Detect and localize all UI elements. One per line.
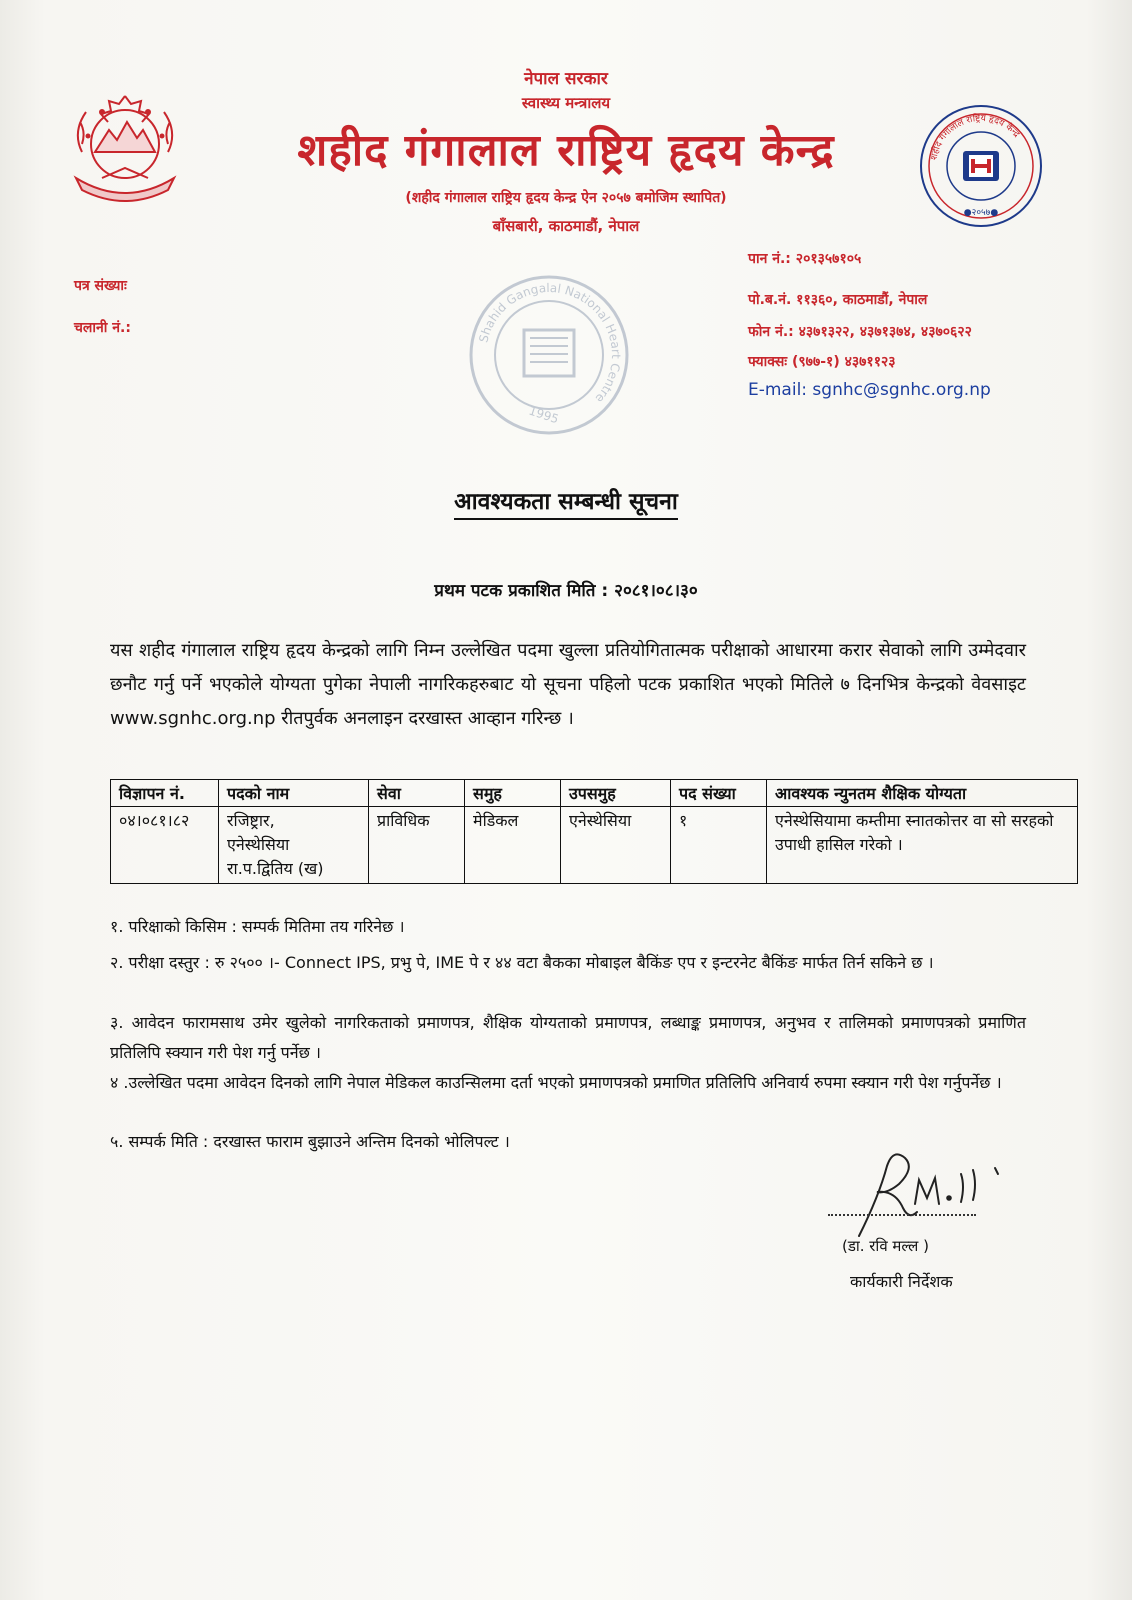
table-header-row [111, 780, 1078, 807]
stamp-text: Shahid Gangalal National Heart Centre [476, 280, 624, 406]
logo-text: शहीद गंगालाल राष्ट्रिय हृदय केन्द्र [929, 113, 1022, 161]
phone-numbers: फोन नं.: ४३७१३२२, ४३७१३७४, ४३७०६२२ [748, 324, 972, 340]
point-medical-council: ४ .उल्लेखित पदमा आवेदन दिनको लागि नेपाल मेडिकल काउन्सिलमा दर्ता भएको प्रमाणपत्रको प्रमाणित प्रतिलिपि अनिवार्य रुपमा स्क्यान गरी पेश गर्नुपर्नेछ । [110, 1073, 1002, 1092]
post-name-line2: एनेस्थेसिया [227, 835, 290, 854]
cell-subgroup: एनेस्थेसिया [561, 807, 671, 884]
signatory-name: (डा. रवि मल्ल ) [842, 1237, 929, 1255]
heart-centre-logo-icon [918, 103, 1044, 229]
post-name-line3: रा.प.द्वितिय (ख) [227, 859, 324, 878]
point-exam-fee: २. परीक्षा दस्तुर : रु २५०० ।- Connect IPS, प्रभु पे, IME पे र ४४ वटा बैकका मोबाइल बैकिंङ एप र इन्टरनेट बैकिंङ मार्फत तिर्न सकिने छ । [110, 953, 934, 972]
notice-intro: यस शहीद गंगालाल राष्ट्रिय हृदय केन्द्रको लागि निम्न उल्लेखित पदमा खुल्ला प्रतियोगितात्मक परीक्षाको आधारमा करार सेवाको लागि उम्मेदवार छनौट गर्नु पर्ने भएकोले योग्यता पुगेका नेपाली नागरिकहरुबाट यो सूचना पहिलो पटक प्रकाशित भएको मितिले ७ दिनभित्र केन्द्रको वेवसाइट www.sgnhc.org.np रीतपुर्वक अनलाइन दरखास्त आव्हान गरिन्छ । [110, 640, 1026, 729]
stamp-year: 1995 [527, 403, 561, 427]
col-qualification: आवश्यक न्युनतम शैक्षिक योग्यता [767, 780, 1078, 807]
organization-address: बाँसबारी, काठमाडौं, नेपाल [492, 217, 640, 235]
col-subgroup: उपसमुह [561, 780, 671, 807]
government-name: नेपाल सरकार [524, 69, 608, 89]
cell-group: मेडिकल [465, 807, 561, 884]
col-post-count: पद संख्या [671, 780, 767, 807]
fax-number: फ्याक्सः (९७७-१) ४३७११२३ [748, 354, 896, 370]
point-contact-date: ५. सम्पर्क मिति : दरखास्त फाराम बुझाउने अन्तिम दिनको भोलिपल्ट । [110, 1132, 510, 1151]
cell-qualification: एनेस्थेसियामा कम्तीमा स्नातकोत्तर वा सो सरहको उपाधी हासिल गरेको । [767, 807, 1078, 884]
point-exam-type: १. परिक्षाको किसिम : सम्पर्क मितिमा तय गरिनेछ । [110, 917, 405, 936]
organization-title: शहीद गंगालाल राष्ट्रिय हृदय केन्द्र [297, 125, 835, 176]
col-post-name: पदको नाम [219, 780, 369, 807]
post-name-line1: रजिष्ट्रार, [227, 811, 275, 830]
logo-year: ●२०५७● [963, 208, 999, 218]
publication-date: प्रथम पटक प्रकाशित मिति : २०८१।०८।३० [434, 581, 698, 601]
table-row [111, 807, 1078, 884]
email-address: E-mail: sgnhc@sgnhc.org.np [748, 380, 991, 400]
dispatch-number-label: चलानी नं.: [74, 320, 131, 336]
cell-post-count: १ [671, 807, 767, 884]
col-service: सेवा [369, 780, 465, 807]
ministry-name: स्वास्थ्य मन्त्रालय [521, 94, 611, 112]
organization-subtitle: (शहीद गंगालाल राष्ट्रिय हृदय केन्द्र ऐन २०५७ बमोजिम स्थापित) [405, 190, 727, 206]
vacancy-table [110, 779, 1078, 884]
signatory-designation: कार्यकारी निर्देशक [850, 1272, 953, 1291]
handwritten-signature-icon [845, 1148, 1035, 1244]
po-box: पो.ब.नं. ११३६०, काठमाडौं, नेपाल [748, 292, 928, 308]
letter-number-label: पत्र संख्याः [74, 278, 127, 294]
col-ad-number: विज्ञापन नं. [111, 780, 219, 807]
notice-title [0, 484, 1132, 516]
point-documents: ३. आवेदन फारामसाथ उमेर खुलेको नागरिकताको प्रमाणपत्र, शैक्षिक योग्यताको प्रमाणपत्र, लब्धाङ्क प्रमाणपत्र, अनुभव र तालिमको प्रमाणपत्रको प्रमाणित प्रतिलिपि स्क्यान गरी पेश गर्नु पर्नेछ । [110, 1013, 1026, 1062]
col-group: समुह [465, 780, 561, 807]
cell-service: प्राविधिक [369, 807, 465, 884]
notice-title-text: आवश्यकता सम्बन्धी सूचना [454, 489, 678, 520]
cell-post-name [219, 807, 369, 884]
pan-number: पान नं.: २०१३५७१०५ [748, 251, 862, 267]
signature-line [828, 1214, 976, 1216]
cell-ad-number: ०४।०८१।८२ [111, 807, 219, 884]
official-stamp-icon [466, 272, 632, 438]
